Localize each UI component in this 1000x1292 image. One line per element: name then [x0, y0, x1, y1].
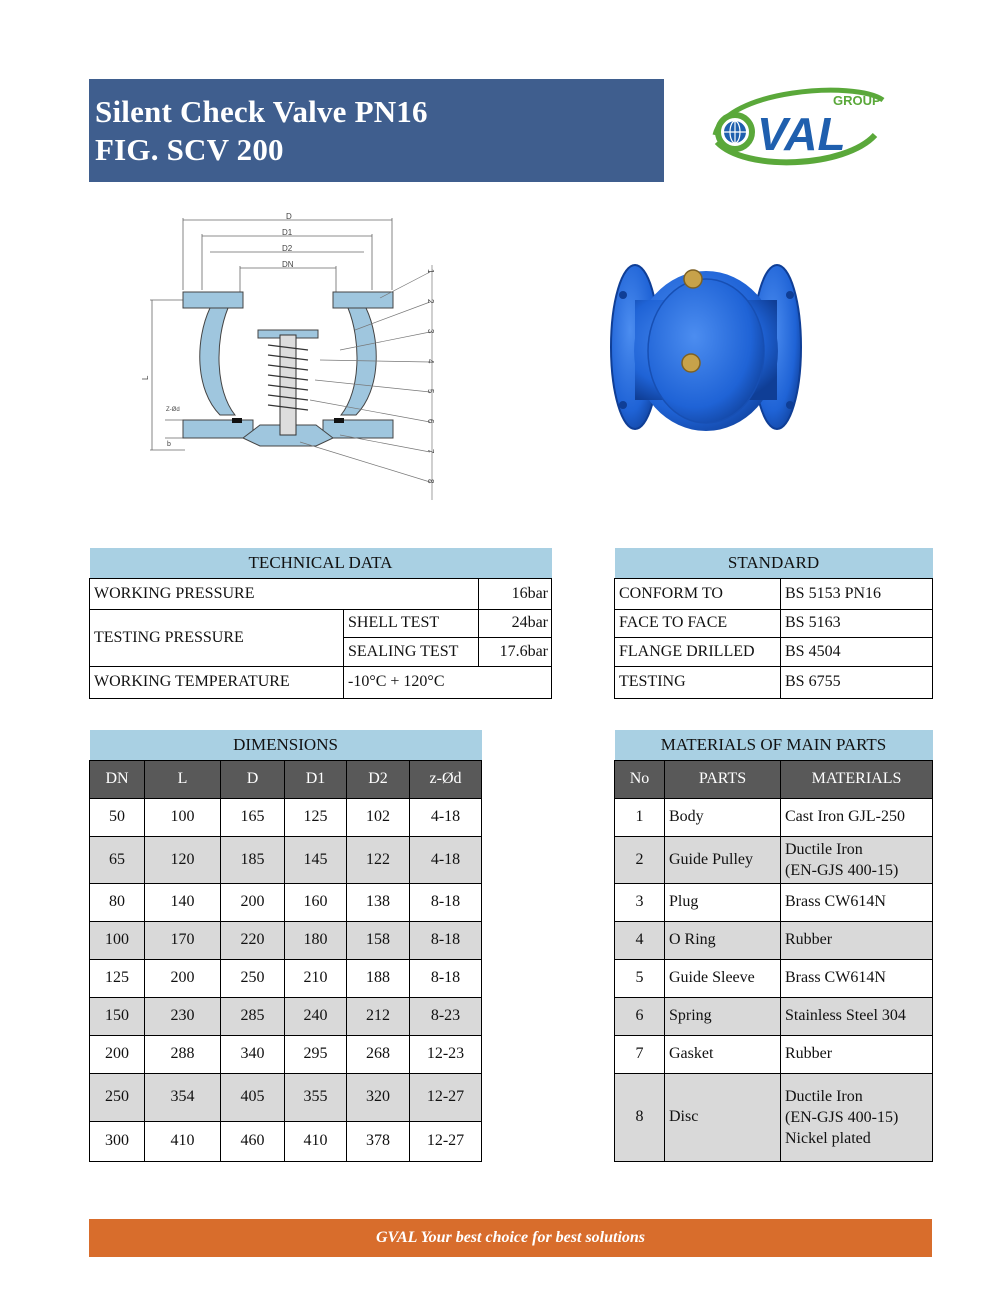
technical-data-table — [89, 548, 552, 699]
table-row: 100 170 220 180 158 8-18 — [90, 921, 482, 959]
table-row: 65 120 185 145 122 4-18 — [90, 836, 482, 883]
column-header: DN — [90, 760, 145, 798]
svg-text:1: 1 — [426, 269, 435, 274]
shell-test-label: SHELL TEST — [344, 609, 479, 637]
table-row: 2 Guide Pulley Ductile Iron (EN-GJS 400-15) — [615, 836, 933, 883]
working-pressure-value: 16bar — [479, 578, 552, 609]
sealing-test-value: 17.6bar — [479, 637, 552, 666]
dimensions-heading: DIMENSIONS — [90, 730, 482, 760]
table-row: 80 140 200 160 138 8-18 — [90, 883, 482, 921]
table-row: 8 Disc Ductile Iron (EN-GJS 400-15) Nickel plated — [615, 1073, 933, 1161]
table-row: 7 Gasket Rubber — [615, 1035, 933, 1073]
svg-text:6: 6 — [426, 419, 435, 424]
column-header: PARTS — [665, 760, 781, 798]
table-row: 150 230 285 240 212 8-23 — [90, 997, 482, 1035]
column-header: No — [615, 760, 665, 798]
table-row: FLANGE DRILLED BS 4504 — [615, 637, 933, 666]
standard-heading: STANDARD — [615, 548, 933, 578]
svg-text:3: 3 — [426, 329, 435, 334]
column-header: D2 — [347, 760, 410, 798]
working-pressure-label: WORKING PRESSURE — [90, 578, 479, 609]
svg-text:D1: D1 — [282, 228, 293, 237]
standard-table — [614, 548, 933, 699]
column-header: D — [221, 760, 285, 798]
table-row: 6 Spring Stainless Steel 304 — [615, 997, 933, 1035]
working-temperature-value: -10°C + 120°C — [344, 666, 552, 698]
table-row: 125 200 250 210 188 8-18 — [90, 959, 482, 997]
table-row: TESTING BS 6755 — [615, 666, 933, 698]
sealing-test-label: SEALING TEST — [344, 637, 479, 666]
footer-slogan: GVAL Your best choice for best solutions — [89, 1219, 932, 1257]
column-header: L — [145, 760, 221, 798]
svg-text:DN: DN — [282, 260, 294, 269]
technical-data-heading: TECHNICAL DATA — [90, 548, 552, 578]
svg-text:D: D — [286, 212, 292, 221]
svg-text:5: 5 — [426, 389, 435, 394]
testing-pressure-label: TESTING PRESSURE — [90, 609, 344, 666]
svg-text:8: 8 — [426, 479, 435, 484]
svg-text:2: 2 — [426, 299, 435, 304]
svg-text:L: L — [141, 375, 150, 380]
logo-group-text: GROUP — [833, 93, 881, 108]
valve-cross-section-drawing — [140, 210, 450, 510]
table-row: FACE TO FACE BS 5163 — [615, 609, 933, 637]
svg-text:4: 4 — [426, 359, 435, 364]
dimensions-table — [89, 730, 482, 1162]
table-row: 5 Guide Sleeve Brass CW614N — [615, 959, 933, 997]
table-row: CONFORM TO BS 5153 PN16 — [615, 578, 933, 609]
product-title: Silent Check Valve PN16 — [95, 94, 428, 129]
svg-text:D2: D2 — [282, 244, 293, 253]
column-header: MATERIALS — [781, 760, 933, 798]
figure-number: FIG. SCV 200 — [95, 132, 284, 167]
valve-product-photo — [605, 255, 810, 445]
table-row: 300 410 460 410 378 12-27 — [90, 1121, 482, 1161]
logo-brand-text: VAL — [757, 108, 846, 160]
gval-logo — [705, 80, 890, 170]
table-row: 1 Body Cast Iron GJL-250 — [615, 798, 933, 836]
column-header: D1 — [285, 760, 347, 798]
svg-text:b: b — [167, 441, 171, 448]
table-row: 4 O Ring Rubber — [615, 921, 933, 959]
table-row: 50 100 165 125 102 4-18 — [90, 798, 482, 836]
table-row: 250 354 405 355 320 12-27 — [90, 1073, 482, 1121]
shell-test-value: 24bar — [479, 609, 552, 637]
svg-text:7: 7 — [426, 449, 435, 454]
table-row: 3 Plug Brass CW614N — [615, 883, 933, 921]
column-header: z-Ød — [410, 760, 482, 798]
table-row: 200 288 340 295 268 12-23 — [90, 1035, 482, 1073]
materials-table — [614, 730, 933, 1162]
materials-heading: MATERIALS OF MAIN PARTS — [615, 730, 933, 760]
working-temperature-label: WORKING TEMPERATURE — [90, 666, 344, 698]
svg-text:Z-Ød: Z-Ød — [166, 407, 180, 413]
title-banner — [89, 79, 664, 182]
